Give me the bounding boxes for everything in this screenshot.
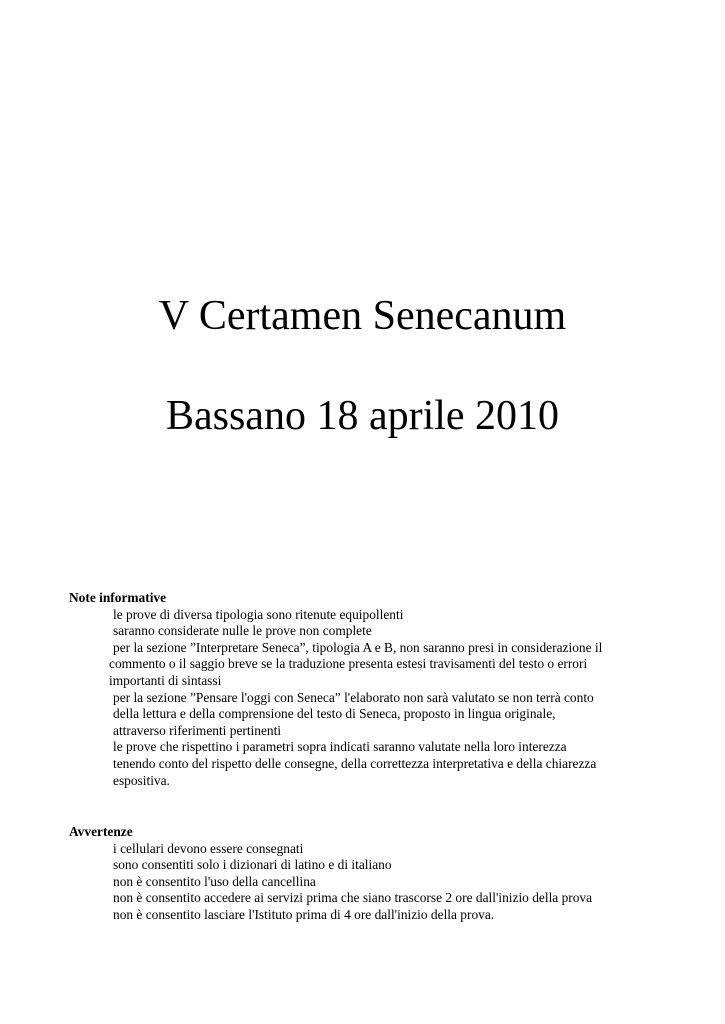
warnings-line: i cellulari devono essere consegnati [113, 840, 304, 856]
notes-line: espositiva. [113, 772, 170, 788]
notes-line: saranno considerate nulle le prove non complete [113, 623, 372, 639]
notes-line: per la sezione ”Interpretare Seneca”, tipologia A e B, non saranno presi in considerazione il [113, 639, 603, 655]
notes-list [69, 607, 669, 790]
notes-line: della lettura e della comprensione del testo di Seneca, proposto in lingua originale, [113, 706, 556, 722]
notes-section [69, 590, 669, 789]
notes-line: per la sezione ”Pensare l'oggi con Seneca” l'elaborato non sarà valutato se non terrà conto [113, 689, 594, 705]
warnings-line: non è consentito accedere ai servizi prima che siano trascorse 2 ore dall'inizio della prova [113, 890, 593, 906]
warnings-heading: Avvertenze [69, 824, 133, 839]
notes-line: commento o il saggio breve se la traduzione presenta estesi travisamenti del testo o errori [109, 656, 588, 672]
warnings-line: sono consentiti solo i dizionari di latino e di italiano [113, 857, 392, 873]
notes-line: le prove di diversa tipologia sono ritenute equipollenti [113, 606, 404, 622]
warnings-line: non è consentito l'uso della cancellina [113, 873, 316, 889]
document-subtitle: Bassano 18 aprile 2010 [165, 393, 560, 439]
warnings-section [69, 824, 669, 924]
document-title: V Certamen Senecanum [158, 293, 567, 339]
warnings-list [69, 841, 669, 924]
notes-line: le prove che rispettino i parametri sopra indicati saranno valutate nella loro interezza [113, 739, 567, 755]
warnings-line: non è consentito lasciare l'Istituto prima di 4 ore dall'inizio della prova. [113, 906, 495, 922]
notes-heading: Note informative [69, 590, 167, 605]
notes-line: importanti di sintassi [109, 672, 222, 688]
notes-line: tenendo conto del rispetto delle consegne, della correttezza interpretativa e della chiarezza [113, 755, 597, 771]
notes-line: attraverso riferimenti pertinenti [113, 722, 282, 738]
